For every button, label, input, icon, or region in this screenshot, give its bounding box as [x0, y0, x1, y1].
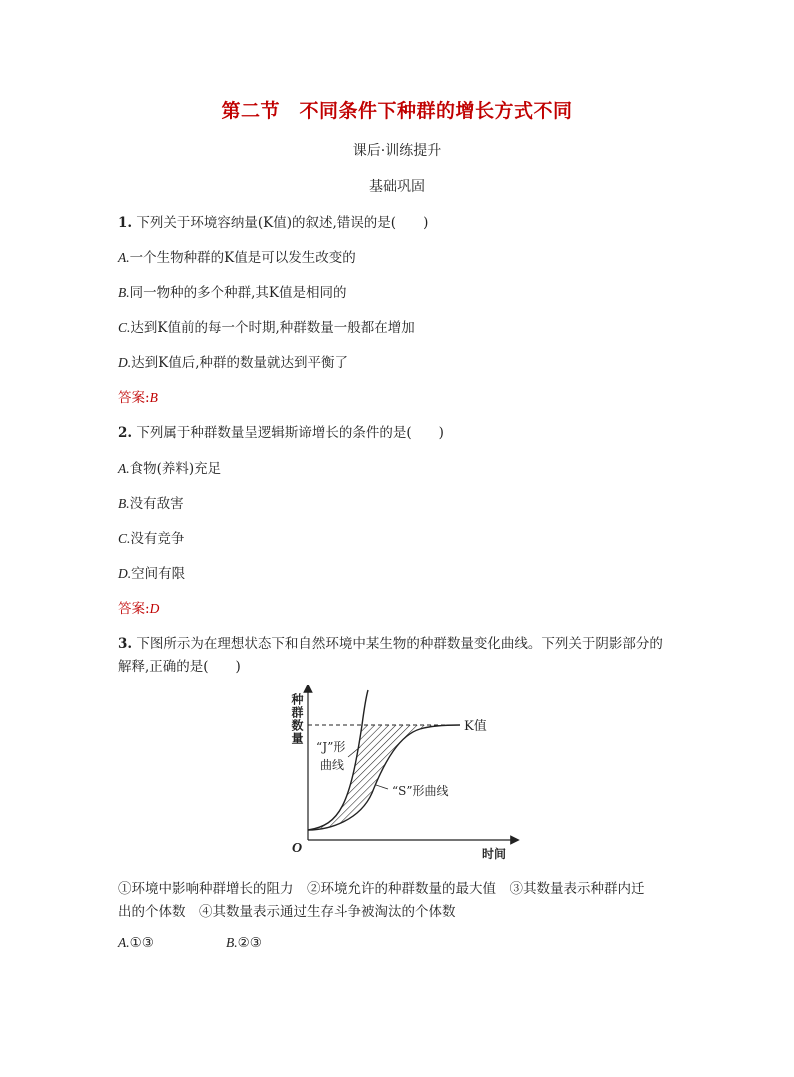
option-letter: B.	[226, 935, 238, 950]
question-1-stem	[118, 211, 428, 231]
question-3-option-a	[118, 935, 226, 951]
option-text: ②③	[237, 935, 262, 951]
option-letter: B.	[118, 496, 130, 511]
question-number: 1.	[118, 215, 133, 231]
section-heading: 基础巩固	[369, 179, 425, 195]
option-letter: D.	[118, 355, 132, 370]
option-letter: D.	[118, 566, 132, 581]
option-text: 食物(养料)充足	[129, 461, 222, 477]
k-value-label: K值	[464, 719, 487, 734]
answer-value: B	[149, 390, 158, 405]
question-text: 下图所示为在理想状态下和自然环境中某生物的种群数量变化曲线。下列关于阴影部分的	[136, 636, 663, 652]
question-2-stem	[118, 421, 444, 441]
origin-label: O	[292, 841, 303, 856]
question-3-stem-continued	[118, 655, 241, 675]
question-text: 下列关于环境容纳量(K值)的叙述,错误的是( )	[136, 215, 429, 231]
option-text: ①③	[129, 935, 154, 951]
y-axis-label: 种群数量	[290, 693, 304, 745]
option-letter: A.	[118, 250, 130, 265]
answer-value: D	[149, 601, 160, 616]
question-3-statements-continued	[118, 900, 456, 920]
growth-curves-diagram	[280, 685, 520, 865]
option-text: 达到K值前的每一个时期,种群数量一般都在增加	[130, 320, 415, 336]
option-text: 同一物种的多个种群,其K值是相同的	[129, 285, 347, 301]
page-title: 第二节 不同条件下种群的增长方式不同	[221, 100, 573, 122]
subtitle: 课后·训练提升	[352, 143, 442, 159]
option-text: 一个生物种群的K值是可以发生改变的	[129, 250, 356, 266]
option-letter: A.	[118, 461, 130, 476]
question-1-option-b	[118, 281, 347, 301]
statements-text: 出的个体数 ④其数量表示通过生存斗争被淘汰的个体数	[118, 904, 456, 920]
question-3-option-b	[226, 935, 262, 951]
question-text: 下列属于种群数量呈逻辑斯谛增长的条件的是( )	[136, 425, 444, 441]
question-1-option-d	[118, 351, 348, 371]
question-2-option-d	[118, 562, 185, 582]
option-letter: A.	[118, 935, 130, 950]
answer-label: 答案:	[118, 601, 150, 617]
option-letter: B.	[118, 285, 130, 300]
option-letter: C.	[118, 320, 131, 335]
option-text: 空间有限	[131, 566, 186, 582]
x-axis-label: 时间	[482, 847, 507, 861]
statements-text: ①环境中影响种群增长的阻力 ②环境允许的种群数量的最大值 ③其数量表示种群内迁	[118, 881, 645, 897]
question-2-option-b	[118, 492, 184, 512]
population-growth-figure	[280, 685, 520, 865]
s-curve-label: “S”形曲线	[392, 784, 449, 798]
s-label-pointer	[376, 785, 388, 789]
question-2-option-a	[118, 457, 221, 477]
question-3-options	[118, 935, 262, 951]
question-3-stem	[118, 632, 663, 652]
question-2-answer	[118, 597, 159, 617]
question-text: 解释,正确的是( )	[118, 659, 241, 675]
option-text: 没有竞争	[130, 531, 185, 547]
question-3-statements	[118, 877, 645, 897]
question-1-option-c	[118, 316, 415, 336]
question-1-answer	[118, 386, 158, 406]
question-2-option-c	[118, 527, 184, 547]
option-letter: C.	[118, 531, 131, 546]
j-curve-label: “J”形	[316, 740, 346, 754]
option-text: 达到K值后,种群的数量就达到平衡了	[131, 355, 349, 371]
option-text: 没有敌害	[129, 496, 184, 512]
answer-label: 答案:	[118, 390, 150, 406]
question-number: 2.	[118, 425, 133, 441]
question-1-option-a	[118, 246, 356, 266]
j-curve-label-line2: 曲线	[320, 758, 345, 772]
question-number: 3.	[118, 636, 133, 652]
